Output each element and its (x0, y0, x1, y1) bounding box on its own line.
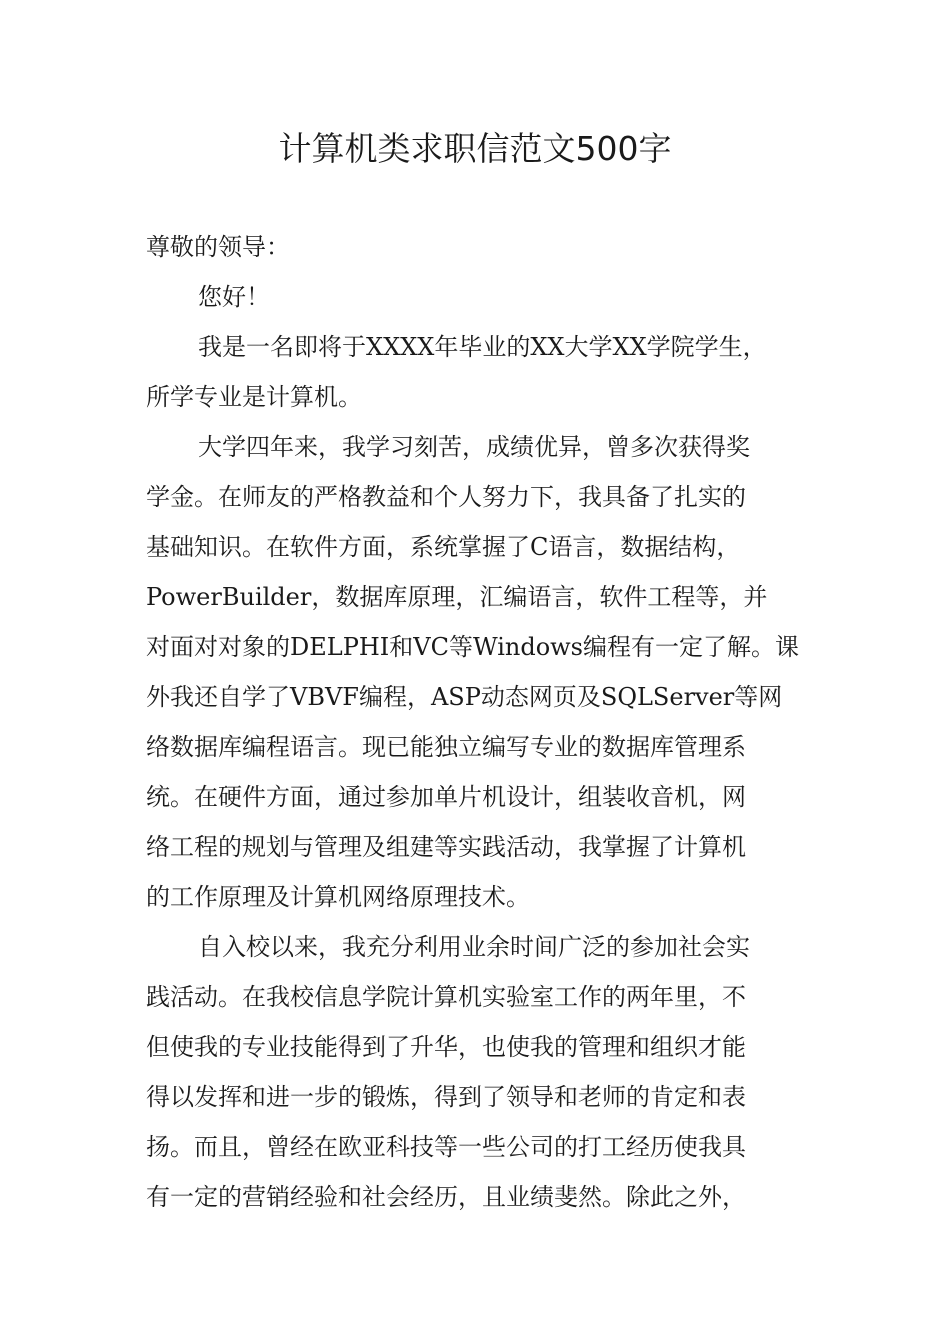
text-line: PowerBuilder，数据库原理，汇编语言，软件工程等，并 (146, 583, 768, 611)
text-line: 践活动。在我校信息学院计算机实验室工作的两年里，不 (146, 983, 746, 1011)
greeting: 您好！ (198, 283, 270, 311)
text-line: 大学四年来，我学习刻苦，成绩优异，曾多次获得奖 (198, 433, 750, 461)
text-line: 学金。在师友的严格教益和个人努力下，我具备了扎实的 (146, 483, 746, 511)
text-line: 统。在硬件方面，通过参加单片机设计，组装收音机，网 (146, 783, 746, 811)
text-line: 自入校以来，我充分利用业余时间广泛的参加社会实 (198, 933, 750, 961)
text-line: 络工程的规划与管理及组建等实践活动，我掌握了计算机 (146, 833, 746, 861)
text-line: 扬。而且，曾经在欧亚科技等一些公司的打工经历使我具 (146, 1133, 746, 1161)
text-line: 络数据库编程语言。现已能独立编写专业的数据库管理系 (146, 733, 746, 761)
text-line: 对面对对象的DELPHI和VC等Windows编程有一定了解。课 (146, 633, 800, 661)
salutation: 尊敬的领导： (146, 233, 290, 261)
text-line: 的工作原理及计算机网络原理技术。 (146, 883, 530, 911)
letter-body (146, 222, 836, 1222)
document-title: 计算机类求职信范文500字 (278, 129, 672, 168)
text-line: 得以发挥和进一步的锻炼，得到了领导和老师的肯定和表 (146, 1083, 746, 1111)
text-line: 所学专业是计算机。 (146, 383, 362, 411)
text-line: 有一定的营销经验和社会经历，且业绩斐然。除此之外， (146, 1183, 746, 1211)
text-line: 我是一名即将于XXXX年毕业的XX大学XX学院学生， (198, 333, 767, 361)
text-line: 但使我的专业技能得到了升华，也使我的管理和组织才能 (146, 1033, 746, 1061)
text-line: 基础知识。在软件方面，系统掌握了C语言，数据结构， (146, 533, 741, 561)
text-line: 外我还自学了VBVF编程，ASP动态网页及SQLServer等网 (146, 683, 783, 711)
